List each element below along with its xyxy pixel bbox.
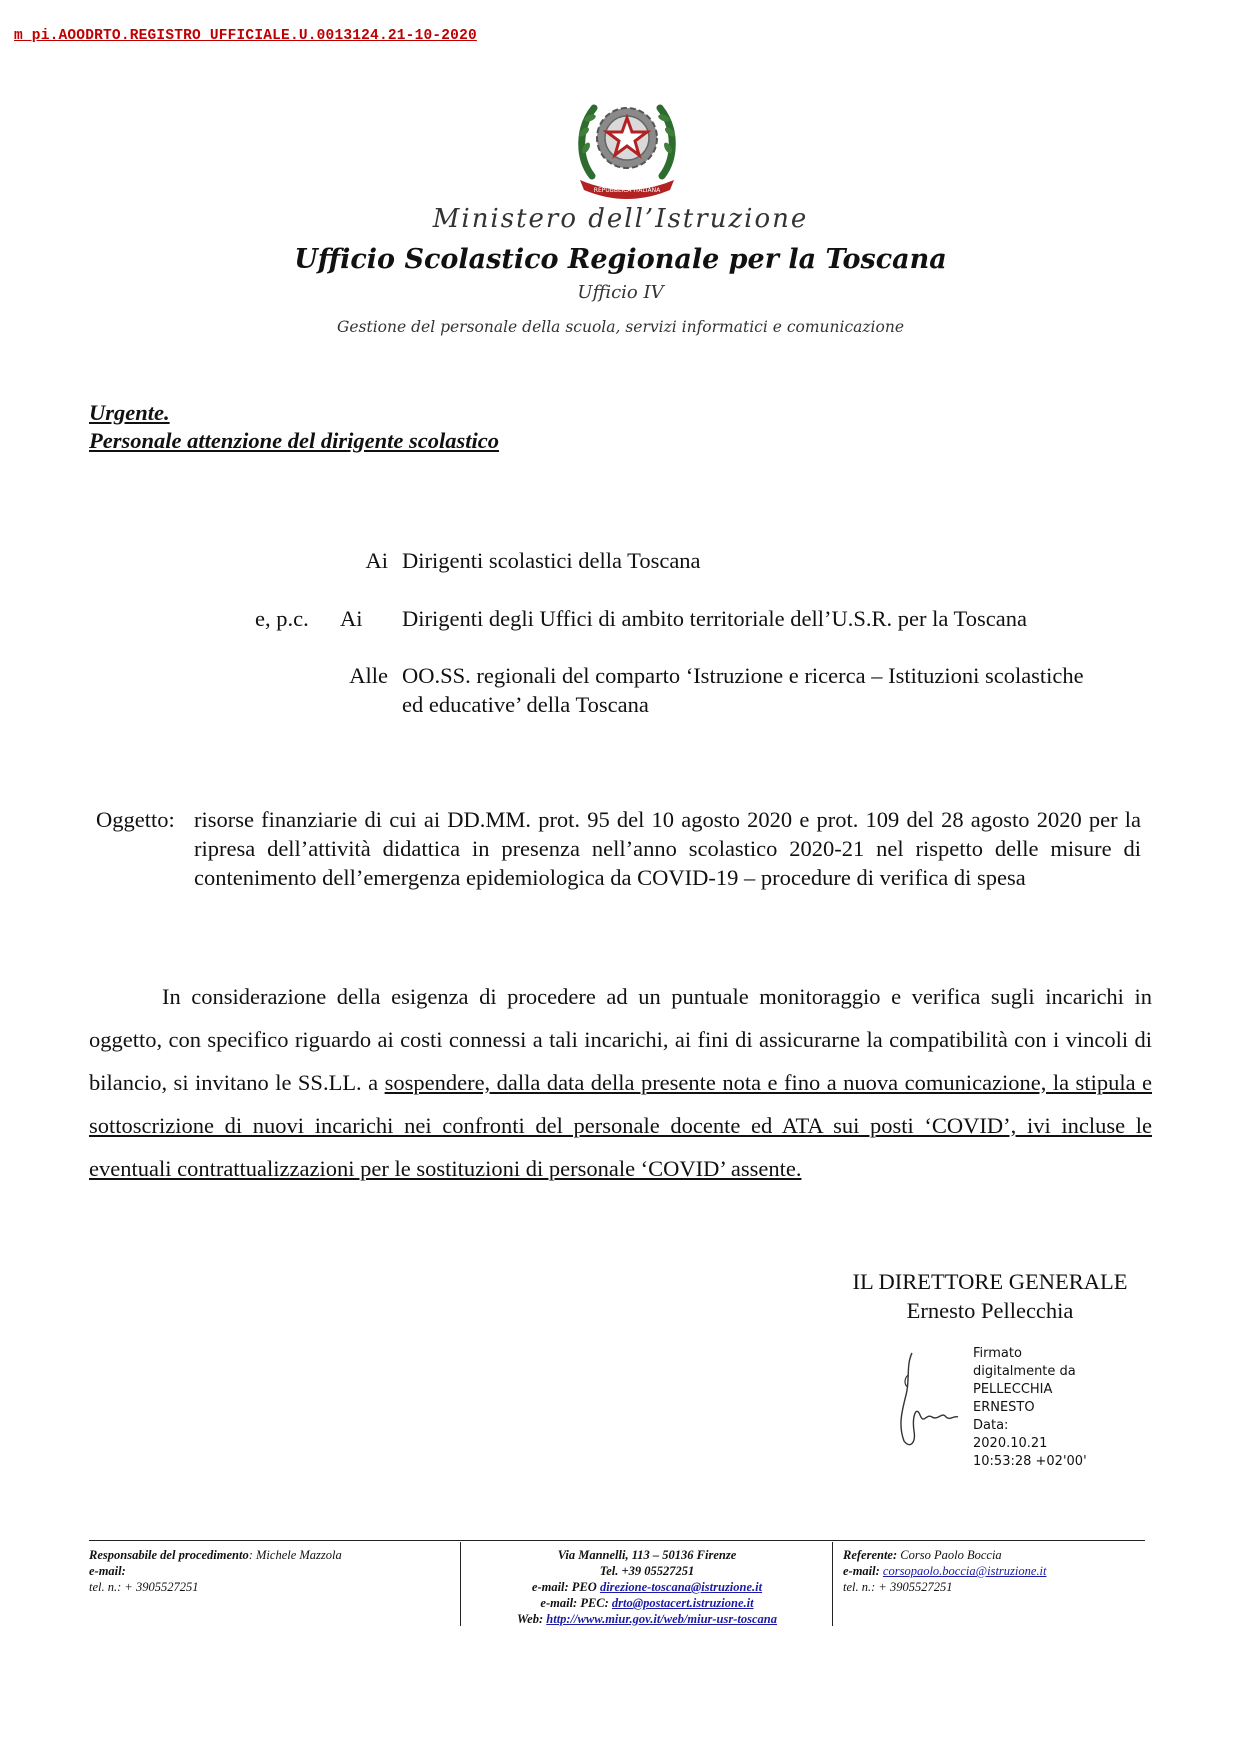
recipient-text: Dirigenti scolastici della Toscana (402, 548, 701, 573)
footer-column-divider (460, 1542, 461, 1626)
footer-left: Responsabile del procedimento: Michele Mazzola e-mail: tel. n.: + 3905527251 (89, 1548, 342, 1594)
body-intro: In considerazione della esigenza di procedere ad un puntuale monitoraggio e verifica sugli incarichi in oggetto, con specifico riguardo ai costi connessi a tali incarichi, ai fini di assicurarne la compatibilità con i vincoli di bilancio, si invitano le SS.LL. a (89, 984, 1152, 1095)
footer-column-divider (832, 1542, 833, 1626)
digital-signature-stamp: Firmato digitalmente da PELLECCHIA ERNESTO Data: 2020.10.21 10:53:28 +02'00' (973, 1346, 1087, 1469)
subject-block (96, 805, 1141, 892)
recipient-label: Ai (365, 548, 388, 573)
signature-block (820, 1267, 1160, 1325)
office-name: Ufficio Scolastico Regionale per la Toscana (294, 244, 947, 275)
recipient-label: Alle (349, 663, 388, 688)
subject-text: risorse finanziarie di cui ai DD.MM. prot. 95 del 10 agosto 2020 e prot. 109 del 28 agosto 2020 per la ripresa dell’attività didattica in presenza nell’anno scolastico 2020-21 nel rispetto delle misure di contenimento dell’emergenza epidemiologica da COVID-19 – procedure di verifica di spesa (194, 807, 1141, 890)
protocol-number: m_pi.AOODRTO.REGISTRO UFFICIALE.U.0013124.21-10-2020 (14, 28, 477, 44)
body-paragraph (89, 975, 1152, 1190)
signature-title: IL DIRETTORE GENERALE (852, 1269, 1128, 1294)
repubblica-italiana-emblem-icon (572, 88, 682, 200)
ministry-name: Ministero dell’Istruzione (432, 204, 809, 234)
urgent-notice: Urgente. (89, 400, 170, 425)
footer-center: Via Mannelli, 113 – 50136 Firenze Tel. +39 05527251 e-mail: PEO direzione-toscana@istruzione.it e-mail: PEC: drto@postacert.istruzione.it Web: http://www.miur.gov.it/web/miur-usr-toscana (516, 1548, 777, 1626)
recipient-text: ed educative’ della Toscana (402, 692, 649, 717)
emblem-ribbon-text: REPUBBLICA ITALIANA (593, 187, 661, 194)
signature-name: Ernesto Pellecchia (906, 1298, 1074, 1323)
recipient-cc-prefix: e, p.c. (255, 606, 309, 631)
website-link[interactable]: http://www.miur.gov.it/web/miur-usr-toscana (546, 1612, 777, 1626)
referent-email-link[interactable]: corsopaolo.boccia@istruzione.it (882, 1564, 1047, 1578)
pec-email-link[interactable]: drto@postacert.istruzione.it (611, 1596, 754, 1610)
subject-label: Oggetto: (96, 807, 175, 832)
attention-notice: Personale attenzione del dirigente scolastico (89, 428, 499, 453)
department-name: Gestione del personale della scuola, servizi informatici e comunicazione (336, 318, 904, 336)
handwritten-signature-icon (880, 1345, 960, 1455)
peo-email-link[interactable]: direzione-toscana@istruzione.it (599, 1580, 763, 1594)
recipient-text: OO.SS. regionali del comparto ‘Istruzione e ricerca – Istituzioni scolastiche (402, 663, 1084, 688)
footer-right: Referente: Corso Paolo Boccia e-mail: corsopaolo.boccia@istruzione.it tel. n.: + 3905527251 (843, 1548, 1047, 1594)
recipient-label: Ai (340, 606, 363, 631)
footer-divider (89, 1540, 1145, 1541)
recipient-text: Dirigenti degli Uffici di ambito territoriale dell’U.S.R. per la Toscana (402, 606, 1027, 631)
unit-name: Ufficio IV (577, 282, 664, 303)
body-underlined: sospendere, dalla data della presente nota e fino a nuova comunicazione, la stipula e sottoscrizione di nuovi incarichi nei confronti del personale docente ed ATA sui posti ‘COVID’, ivi incluse le eventuali contrattualizzazioni per le sostituzioni di personale ‘COVID’ assente. (89, 1070, 1152, 1181)
